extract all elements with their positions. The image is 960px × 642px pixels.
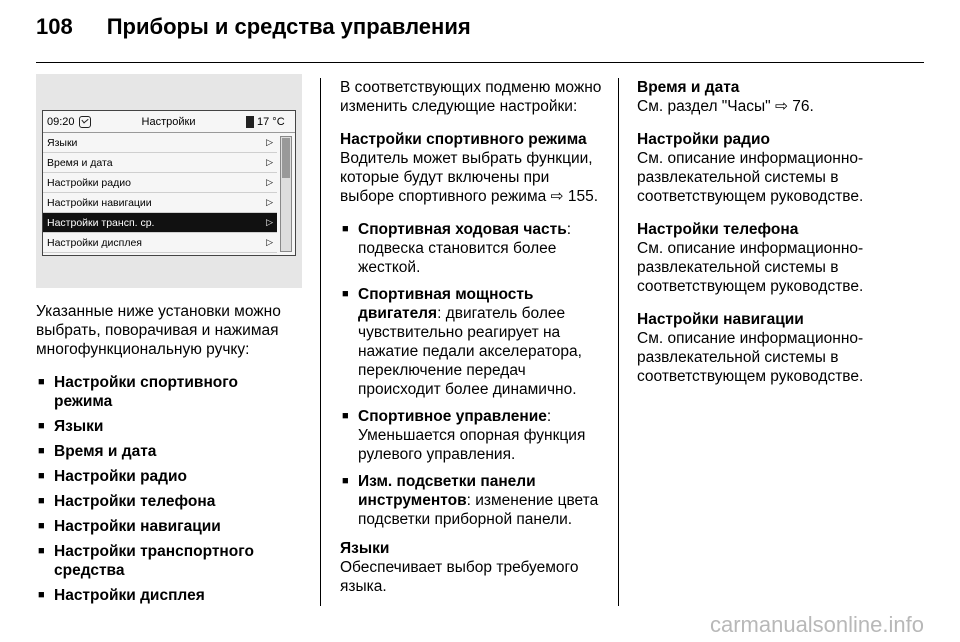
menu-row xyxy=(43,153,277,173)
list-item: ■ Настройки навигации xyxy=(36,517,300,536)
display-screen xyxy=(42,110,296,256)
chevron-right-icon: ▷ xyxy=(266,157,273,167)
screen-titlebar xyxy=(43,111,295,133)
chevron-right-icon: ▷ xyxy=(266,217,273,227)
settings-list xyxy=(36,373,300,605)
section-heading: Настройки навигации xyxy=(637,311,804,328)
menu-row-label: Настройки трансп. ср. xyxy=(47,216,155,229)
column-3 xyxy=(637,78,905,400)
screen-title: Настройки xyxy=(141,115,196,128)
option-name: Спортивная мощность двигателя xyxy=(358,286,534,322)
watermark: carmanualsonline.info xyxy=(709,612,924,637)
chevron-right-icon: ▷ xyxy=(266,137,273,147)
menu-row xyxy=(43,193,277,213)
option-description: : Уменьшается опорная функция рулевого управления. xyxy=(358,408,586,463)
section-heading: Настройки радио xyxy=(637,131,771,148)
sport-heading: Настройки спортивного режима xyxy=(340,131,587,148)
page-title: Приборы и средства управления xyxy=(106,14,471,39)
option-description: : подвеска становится более жесткой. xyxy=(358,221,572,276)
chevron-right-icon: ▷ xyxy=(266,177,273,187)
scroll-thumb xyxy=(282,138,290,178)
languages-heading: Языки xyxy=(340,540,390,557)
sport-paragraph: Водитель может выбрать функции, которые будут включены при выборе спортивного режима ⇨ 155. xyxy=(340,150,599,205)
option-name: Спортивная ходовая часть xyxy=(358,221,567,238)
scrollbar xyxy=(280,136,292,252)
menu-row xyxy=(43,213,277,233)
section-paragraph: См. описание информационно-развлекательной системы в соответствующем руководстве. xyxy=(637,330,864,385)
sport-options-list xyxy=(340,220,606,529)
option-description: : изменение цвета подсветки приборной панели. xyxy=(358,492,599,528)
settings-screen-illustration xyxy=(36,74,302,288)
chevron-right-icon: ▷ xyxy=(266,237,273,247)
option-name: Спортивное управление xyxy=(358,408,547,425)
option-name: Изм. подсветки панели инструментов xyxy=(358,473,536,509)
section-paragraph: См. описание информационно-развлекательной системы в соответствующем руководстве. xyxy=(637,150,864,205)
back-icon xyxy=(79,116,91,128)
list-item: ■ Настройки телефона xyxy=(36,492,300,511)
header-rule xyxy=(36,62,924,63)
menu-row-label: Настройки радио xyxy=(47,176,131,189)
menu-row-label: Время и дата xyxy=(47,156,113,169)
list-item: ■ Настройки дисплея xyxy=(36,586,300,605)
list-item xyxy=(340,472,606,529)
menu-row-label: Языки xyxy=(47,136,78,149)
page-number: 108 xyxy=(36,14,73,39)
intro-paragraph: В соответствующих подменю можно изменить следующие настройки: xyxy=(340,79,602,115)
menu-row xyxy=(43,133,277,153)
section-heading: Время и дата xyxy=(637,79,740,96)
list-item: ■ Время и дата xyxy=(36,442,300,461)
column-1 xyxy=(36,302,300,611)
page-header xyxy=(36,14,471,54)
intro-paragraph: Указанные ниже установки можно выбрать, поворачивая и нажимая многофункциональную ручку: xyxy=(36,303,281,358)
column-divider xyxy=(320,78,321,606)
languages-paragraph: Обеспечивает выбор требуемого языка. xyxy=(340,559,579,595)
section-heading: Настройки телефона xyxy=(637,221,799,238)
screen-time: 09:20 xyxy=(47,115,75,128)
section-paragraph: См. раздел "Часы" ⇨ 76. xyxy=(637,98,814,115)
option-description: : двигатель более чувствительно реагирует на нажатие педали акселератора, переключение передач происходит более динамично. xyxy=(358,305,582,398)
thermometer-icon xyxy=(246,116,254,128)
list-item xyxy=(340,407,606,464)
screen-temperature: 17 °C xyxy=(257,115,285,128)
chevron-right-icon: ▷ xyxy=(266,197,273,207)
screen-body xyxy=(43,133,295,255)
menu-row-label: Настройки дисплея xyxy=(47,236,142,249)
settings-menu-list xyxy=(43,133,277,253)
column-divider xyxy=(618,78,619,606)
list-item: ■ Языки xyxy=(36,417,300,436)
list-item: ■ Настройки спортивного режима xyxy=(36,373,300,411)
menu-row xyxy=(43,233,277,253)
list-item xyxy=(340,220,606,277)
section-paragraph: См. описание информационно-развлекательной системы в соответствующем руководстве. xyxy=(637,240,864,295)
list-item xyxy=(340,285,606,399)
menu-row xyxy=(43,173,277,193)
list-item: ■ Настройки радио xyxy=(36,467,300,486)
menu-row-label: Настройки навигации xyxy=(47,196,152,209)
column-2 xyxy=(340,78,606,610)
list-item: ■ Настройки транспортного средства xyxy=(36,542,300,580)
